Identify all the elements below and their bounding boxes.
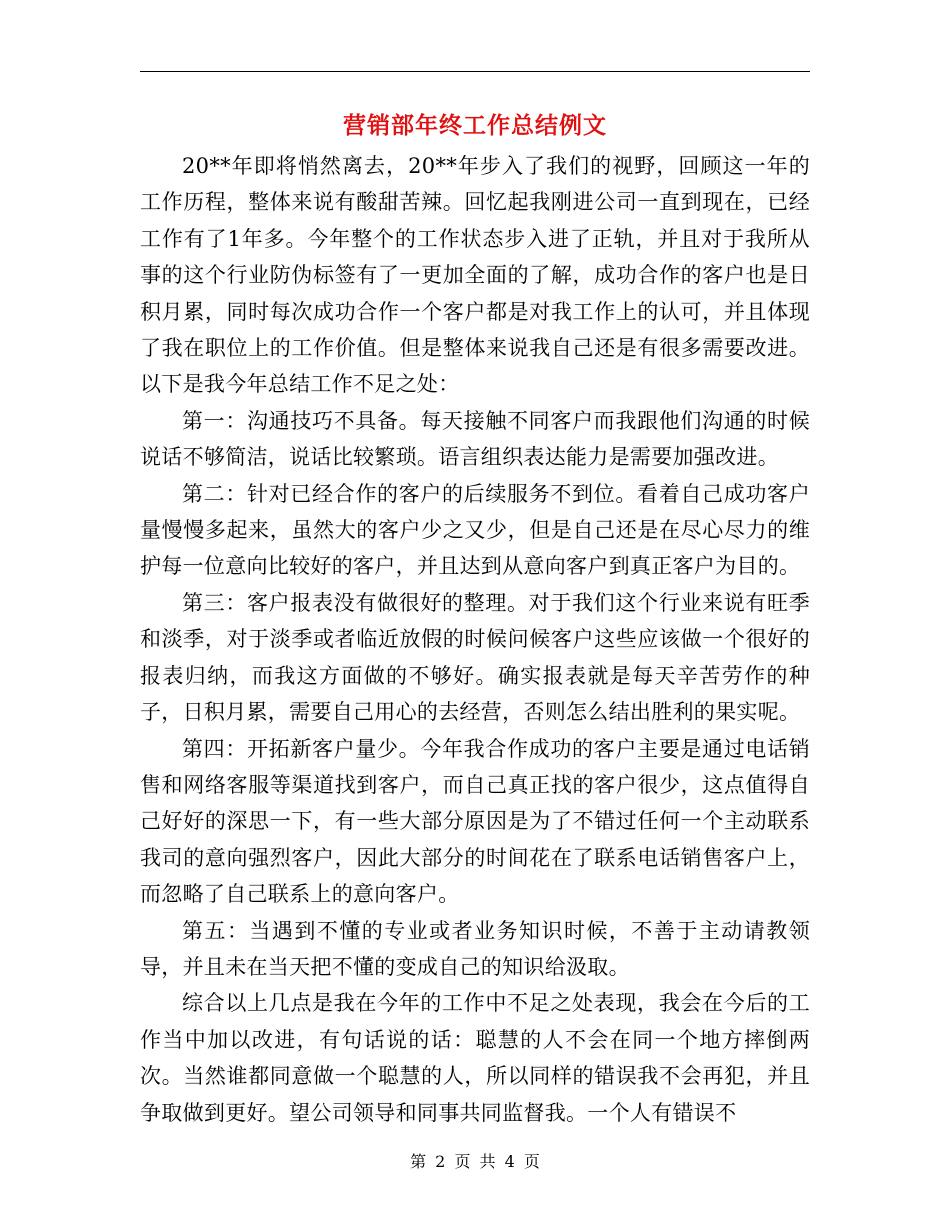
page-number-footer: 第 2 页 共 4 页 [410, 1152, 540, 1171]
header-rule [140, 71, 810, 72]
paragraph-intro: 20**年即将悄然离去，20**年步入了我们的视野，回顾这一年的工作历程，整体来说有酸甜苦辣。回忆起我刚进公司一直到现在，已经工作有了1年多。今年整个的工作状态步入进了正轨，并且对于我所从事的这个行业防伪标签有了一更加全面的了解，成功合作的客户也是日积月累，同时每次成功合作一个客户都是对我工作上的认可，并且体现了我在职位上的工作价值。但是整体来说我自己还是有很多需要改进。以下是我今年总结工作不足之处： [140, 154, 810, 397]
paragraph-summary: 综合以上几点是我在今年的工作中不足之处表现，我会在今后的工作当中加以改进，有句话说的话：聪慧的人不会在同一个地方摔倒两次。当然谁都同意做一个聪慧的人，所以同样的错误我不会再犯，并且争取做到更好。望公司领导和同事共同监督我。一个人有错误不 [140, 991, 810, 1125]
document-body [140, 148, 810, 1131]
paragraph-point-5: 第五：当遇到不懂的专业或者业务知识时候，不善于主动请教领导，并且未在当天把不懂的变成自己的知识给汲取。 [140, 918, 810, 979]
paragraph-point-3: 第三：客户报表没有做很好的整理。对于我们这个行业来说有旺季和淡季，对于淡季或者临近放假的时候问候客户这些应该做一个很好的报表归纳，而我这方面做的不够好。确实报表就是每天辛苦劳作的种子，日积月累，需要自己用心的去经营，否则怎么结出胜利的果实呢。 [140, 590, 810, 725]
paragraph-point-2: 第二：针对已经合作的客户的后续服务不到位。看着自己成功客户量慢慢多起来，虽然大的客户少之又少，但是自己还是在尽心尽力的维护每一位意向比较好的客户，并且达到从意向客户到真正客户为目的。 [140, 481, 810, 579]
paragraph-point-4: 第四：开拓新客户量少。今年我合作成功的客户主要是通过电话销售和网络客服等渠道找到客户，而自己真正找的客户很少，这点值得自己好好的深思一下，有一些大部分原因是为了不错过任何一个主动联系我司的意向强烈客户，因此大部分的时间花在了联系电话销售客户上，而忽略了自己联系上的意向客户。 [140, 736, 810, 907]
paragraph-point-1: 第一：沟通技巧不具备。每天接触不同客户而我跟他们沟通的时候说话不够简洁，说话比较繁琐。语言组织表达能力是需要加强改进。 [140, 408, 810, 470]
document-title: 营销部年终工作总结例文 [343, 112, 607, 139]
